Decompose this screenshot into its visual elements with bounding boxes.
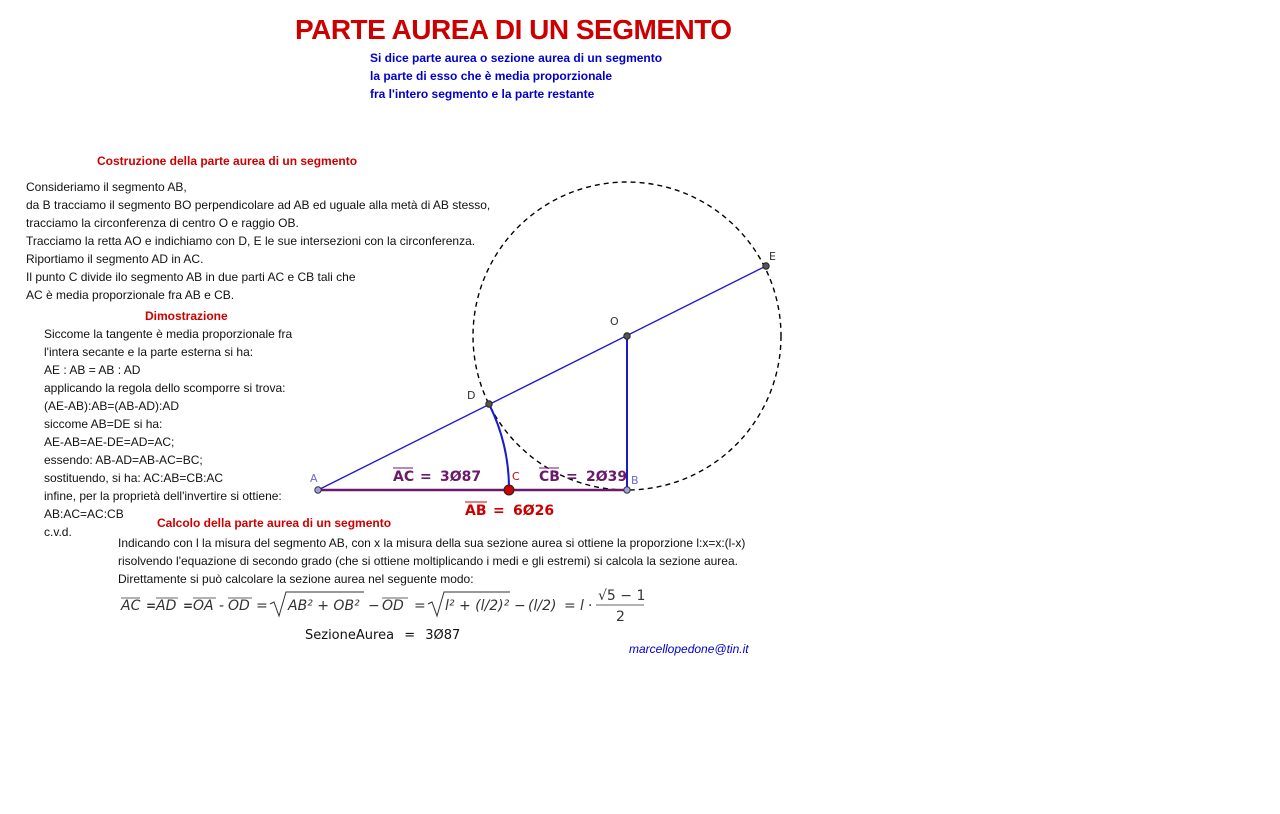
- construction-line: Consideriamo il segmento AB,: [26, 180, 187, 194]
- point-e: [763, 263, 769, 269]
- formula-od: OD: [228, 598, 250, 614]
- proof-line: applicando la regola dello scomporre si trova:: [44, 381, 286, 395]
- label-b: B: [631, 474, 639, 487]
- formula-l: l: [580, 598, 584, 614]
- formula-eq: =: [146, 599, 157, 613]
- formula-oa: OA: [193, 598, 214, 614]
- proof-line: Siccome la tangente è media proporzionale fra: [44, 327, 293, 341]
- point-a[interactable]: [315, 487, 321, 493]
- measure-ac-value: 3Ø87: [440, 469, 482, 485]
- construction-line: da B tracciamo il segmento BO perpendicolare ad AB ed uguale alla metà di AB stesso,: [26, 198, 491, 212]
- measure-ab-eq: =: [493, 503, 505, 519]
- proof-line: sostituendo, si ha: AC:AB=CB:AC: [44, 471, 224, 485]
- formula-ac: AC: [121, 598, 141, 614]
- formula-numerator: √5 − 1: [598, 588, 646, 604]
- proof-line: siccome AB=DE si ha:: [44, 417, 163, 431]
- construction-line: tracciamo la circonferenza di centro O e raggio OB.: [26, 216, 299, 230]
- formula-eq: =: [256, 598, 268, 614]
- measure-ac-name: AC: [393, 469, 415, 485]
- measure-ab-value: 6Ø26: [513, 503, 555, 519]
- point-b[interactable]: [624, 487, 630, 493]
- measure-cb: [539, 468, 627, 485]
- formula-half: (l/2): [528, 598, 557, 614]
- formula-minus: -: [219, 598, 225, 614]
- construction-line: Tracciamo la retta AO e indichiamo con D, E le sue intersezioni con la circonferenza.: [26, 234, 476, 248]
- label-d: D: [467, 389, 476, 402]
- proof-line: l'intera secante e la parte esterna si ha:: [44, 345, 254, 359]
- formula-sqrt-l: l² + (l/2)²: [445, 598, 510, 614]
- proof-line: AE : AB = AB : AD: [44, 363, 141, 377]
- formula-eq: =: [564, 598, 576, 614]
- calculation-heading: Calcolo della parte aurea di un segmento: [157, 516, 392, 530]
- formula-minus: −: [368, 598, 380, 614]
- arc-dc: [489, 404, 509, 490]
- formula-minus: −: [514, 598, 526, 614]
- result-eq: =: [404, 628, 416, 643]
- formula-denominator: 2: [616, 609, 625, 625]
- formula-dot: ·: [588, 598, 593, 614]
- proof-line: AB:AC=AC:CB: [44, 507, 124, 521]
- proof-line: infine, per la proprietà dell'invertire si ottiene:: [44, 489, 282, 503]
- point-c: [504, 485, 514, 495]
- point-d: [486, 401, 492, 407]
- proof-line: c.v.d.: [44, 525, 72, 539]
- measure-cb-name: CB: [539, 469, 560, 485]
- measure-ac-eq: =: [420, 469, 432, 485]
- construction-line: Il punto C divide ilo segmento AB in due parti AC e CB tali che: [26, 270, 356, 284]
- proof-line: (AE-AB):AB=(AB-AD):AD: [44, 399, 180, 413]
- calculation-line: Indicando con l la misura del segmento AB, con x la misura della sua sezione aurea si ottiene la proporzione l:x=x:(l-x): [118, 536, 746, 550]
- measure-ab: [465, 502, 554, 519]
- formula-eq: =: [183, 599, 194, 613]
- definition-line: fra l'intero segmento e la parte restante: [370, 87, 595, 101]
- construction-line: Riportiamo il segmento AD in AC.: [26, 252, 204, 266]
- calculation-line: risolvendo l'equazione di secondo grado (che si ottiene moltiplicando i medi e gli estremi) si calcola la sezione aurea.: [118, 554, 738, 568]
- calculation-line: Direttamente si può calcolare la sezione aurea nel seguente modo:: [118, 572, 474, 586]
- construction-line: AC è media proporzionale fra AB e CB.: [26, 288, 235, 302]
- measure-ac: [393, 468, 481, 485]
- measure-cb-value: 2Ø39: [586, 469, 628, 485]
- label-e: E: [769, 250, 776, 263]
- definition-line: la parte di esso che è media proporzionale: [370, 69, 613, 83]
- formula-od: OD: [382, 598, 404, 614]
- label-c: C: [512, 470, 520, 483]
- author-email[interactable]: marcellopedone@tin.it: [629, 642, 749, 656]
- construction-heading: Costruzione della parte aurea di un segmento: [97, 154, 358, 168]
- label-o: O: [610, 315, 619, 328]
- result-label: SezioneAurea: [305, 628, 395, 643]
- proof-line: essendo: AB-AD=AB-AC=BC;: [44, 453, 203, 467]
- label-a: A: [310, 472, 318, 485]
- proof-line: AE-AB=AE-DE=AD=AC;: [44, 435, 175, 449]
- formula-sqrt-ab-ob: AB² + OB²: [288, 598, 360, 614]
- page-title: PARTE AUREA DI UN SEGMENTO: [295, 14, 732, 45]
- result-value: 3Ø87: [425, 628, 461, 643]
- measure-cb-eq: =: [566, 469, 578, 485]
- measure-ab-name: AB: [465, 503, 487, 519]
- point-o: [624, 333, 630, 339]
- definition-line: Si dice parte aurea o sezione aurea di un segmento: [370, 51, 663, 65]
- formula-eq: =: [414, 598, 426, 614]
- line-ae: [318, 266, 766, 490]
- proof-heading: Dimostrazione: [145, 309, 228, 323]
- formula-ad: AD: [156, 598, 177, 614]
